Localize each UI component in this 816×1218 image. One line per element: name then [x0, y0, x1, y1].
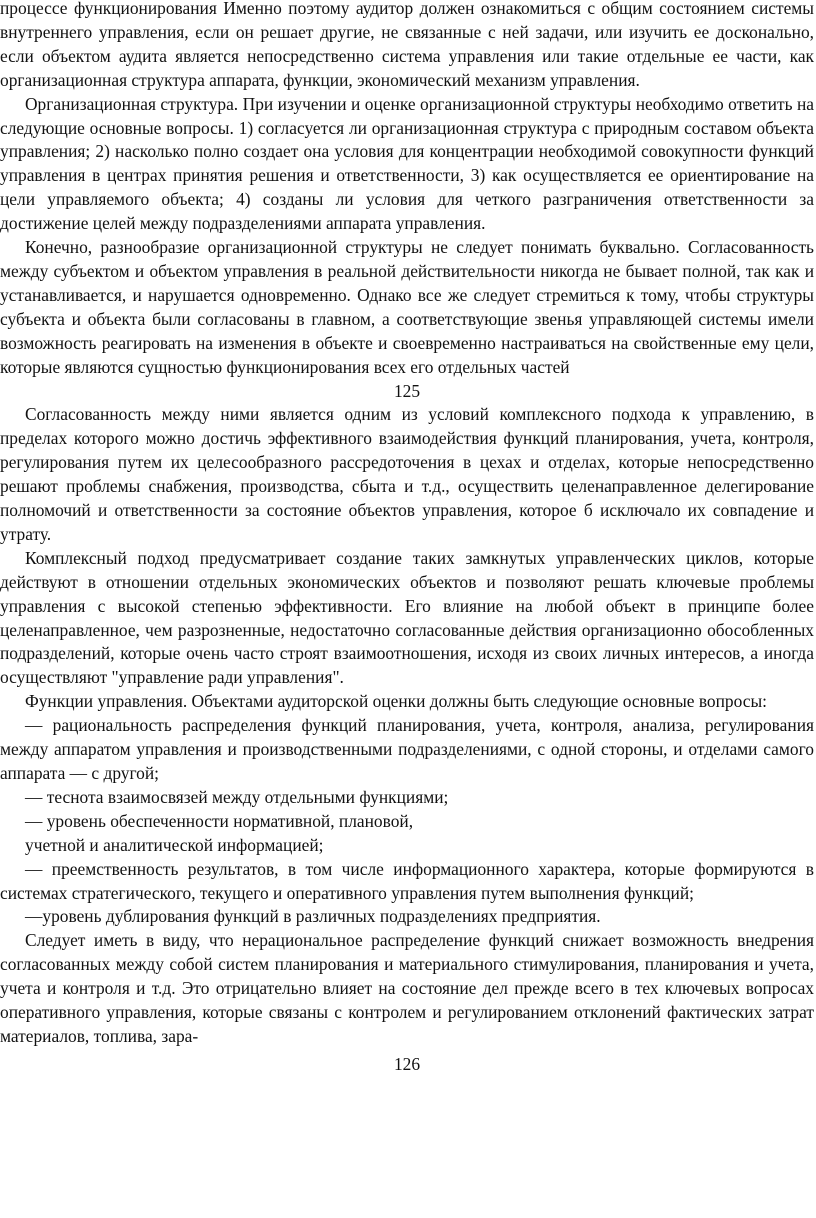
paragraph-management-functions: Функции управления. Объектами аудиторской оценки должны быть следующие основные вопросы: — [25, 691, 767, 712]
page-number: 125 — [393, 380, 421, 401]
list-item-provision-level: — уровень обеспеченности нормативной, плановой, — [25, 810, 414, 831]
paragraph-structure-diversity: Конечно, разнообразие организационной структуры не следует понимать буквально. Согласованность между субъектом и объектом управления в реальной действительности никогда не бывает полной, так как и устанавливается, и нарушается одновременно. Однако все же следует стремиться к тому, чтобы структуры субъекта и объекта были согласованы в главном, а соответствующие звенья управляющей системы имели возможность реагировать на изменения в объекте и своевременно настраиваться на свойственные ему цели, которые являются сущностью функционирования всех его отдельных частей — [0, 237, 814, 377]
list-item-continuity: — преемственность результатов, в том числе информационного характера, которые формируются в системах стратегического, текущего и оперативного управления путем выполнения функций; — [0, 858, 814, 903]
paragraph-irrational-distribution: Следует иметь в виду, что нерациональное распределение функций снижает возможность внедрения согласованных между собой систем планирования и материального стимулирования, планирования и учета, учета и контроля и т.д. Это отрицательно влияет на состояние дел прежде всего в тех ключевых вопросах оперативного управления, которые связаны с контролем и регулированием отклонений фактических затрат материалов, топлива, зара- — [0, 930, 814, 1046]
list-item-closeness: — теснота взаимосвязей между отдельными функциями; — [25, 786, 449, 807]
paragraph-organizational-structure: Организационная структура. При изучении и оценке организационной структуры необходимо ответить на следующие основные вопросы. 1) согласуется ли организационная структура с природным составом объекта управления; 2) насколько полно создает она условия для концентрации необходимой совокупности функций управления в центрах принятия решения и ответственности, 3) как осуществляется ее ориентирование на цели управляемого объекта; 4) созданы ли условия для четкого разграничения ответственности за достижение целей между подразделениями аппарата управления. — [0, 93, 814, 234]
list-item-rationality: — рациональность распределения функций планирования, учета, контроля, анализа, регулирования между аппаратом управления и производственными подразделениями, с одной стороны, и отделами самого аппарата — с другой; — [0, 715, 814, 783]
list-item-provision-level-continued: учетной и аналитической информацией; — [25, 834, 324, 855]
page-number: 126 — [393, 1053, 421, 1074]
paragraph-coordination: Согласованность между ними является одним из условий комплексного подхода к управлению, в пределах которого можно достичь эффективного взаимодействия функций планирования, учета, контроля, регулирования путем их целесообразного рассредоточения в цехах и отделах, которые непосредственно решают проблемы снабжения, производства, сбыта и т.д., осуществить целенаправленное делегирование полномочий и ответственности за состояние объектов управления, которое б исключало их совпадение и утрату. — [0, 404, 814, 544]
paragraph-intro-continuation: процессе функционирования Именно поэтому аудитор должен ознакомиться с общим состоянием системы внутреннего управления, если он решает другие, не связанные с ней задачи, или изучить ее досконально, если объектом аудита является непосредственно система управления или такие отдельные ее части, как организационная структура аппарата, функции, экономический механизм управления. — [0, 0, 814, 90]
paragraph-complex-approach: Комплексный подход предусматривает создание таких замкнутых управленческих циклов, которые действуют в отношении отдельных экономических объектов и позволяют решать ключевые проблемы управления с высокой степенью эффективности. Его влияние на любой объект в принципе более целенаправленное, чем разрозненные, недостаточно согласованные действия организационно обособленных подразделений, которые очень часто строят взаимоотношения, исходя из своих личных интересов, а иногда осуществляют "управление ради управления". — [0, 547, 814, 688]
list-item-duplication: —уровень дублирования функций в различных подразделениях предприятия. — [25, 906, 601, 927]
